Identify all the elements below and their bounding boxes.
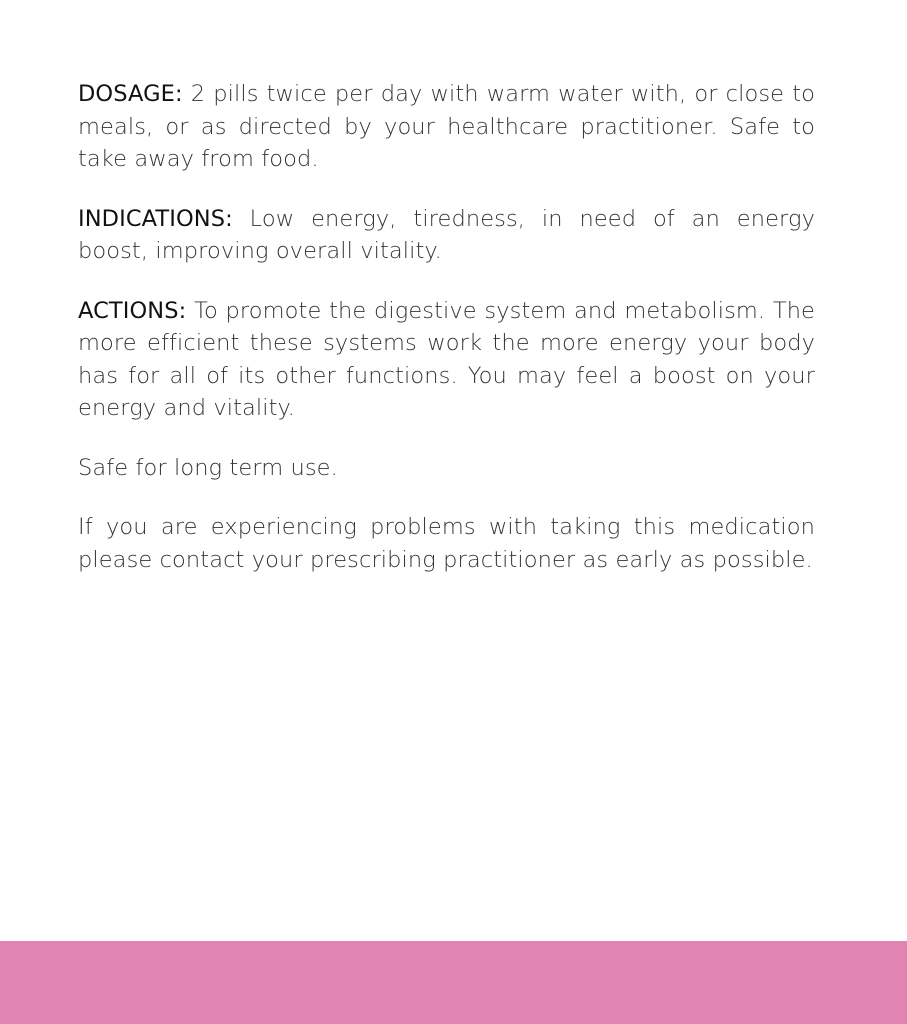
problems-note: If you are experiencing problems with taking this medication please contact your prescribing practitioner as early as possible. <box>78 514 815 573</box>
indications-text: Low energy, tiredness, in need of an energy boost, improving overall vitality. <box>78 205 815 264</box>
dosage-paragraph <box>78 78 815 176</box>
actions-paragraph <box>78 295 815 425</box>
actions-label: ACTIONS: <box>78 297 187 324</box>
indications-label: INDICATIONS: <box>78 205 233 232</box>
indications-paragraph <box>78 203 815 268</box>
dosage-label: DOSAGE: <box>78 81 183 107</box>
actions-text: To promote the digestive system and metabolism. The more efficient these systems work the more energy your body has for all of its other functions. You may feel a boost on your energy and vitality. <box>78 297 815 421</box>
dosage-text: 2 pills twice per day with warm water with, or close to meals, or as directed by your healthcare practitioner. Safe to take away from food. <box>78 81 815 172</box>
footer-color-band <box>0 941 907 1024</box>
leaflet-content <box>78 78 815 603</box>
long-term-note: Safe for long term use. <box>78 454 338 481</box>
